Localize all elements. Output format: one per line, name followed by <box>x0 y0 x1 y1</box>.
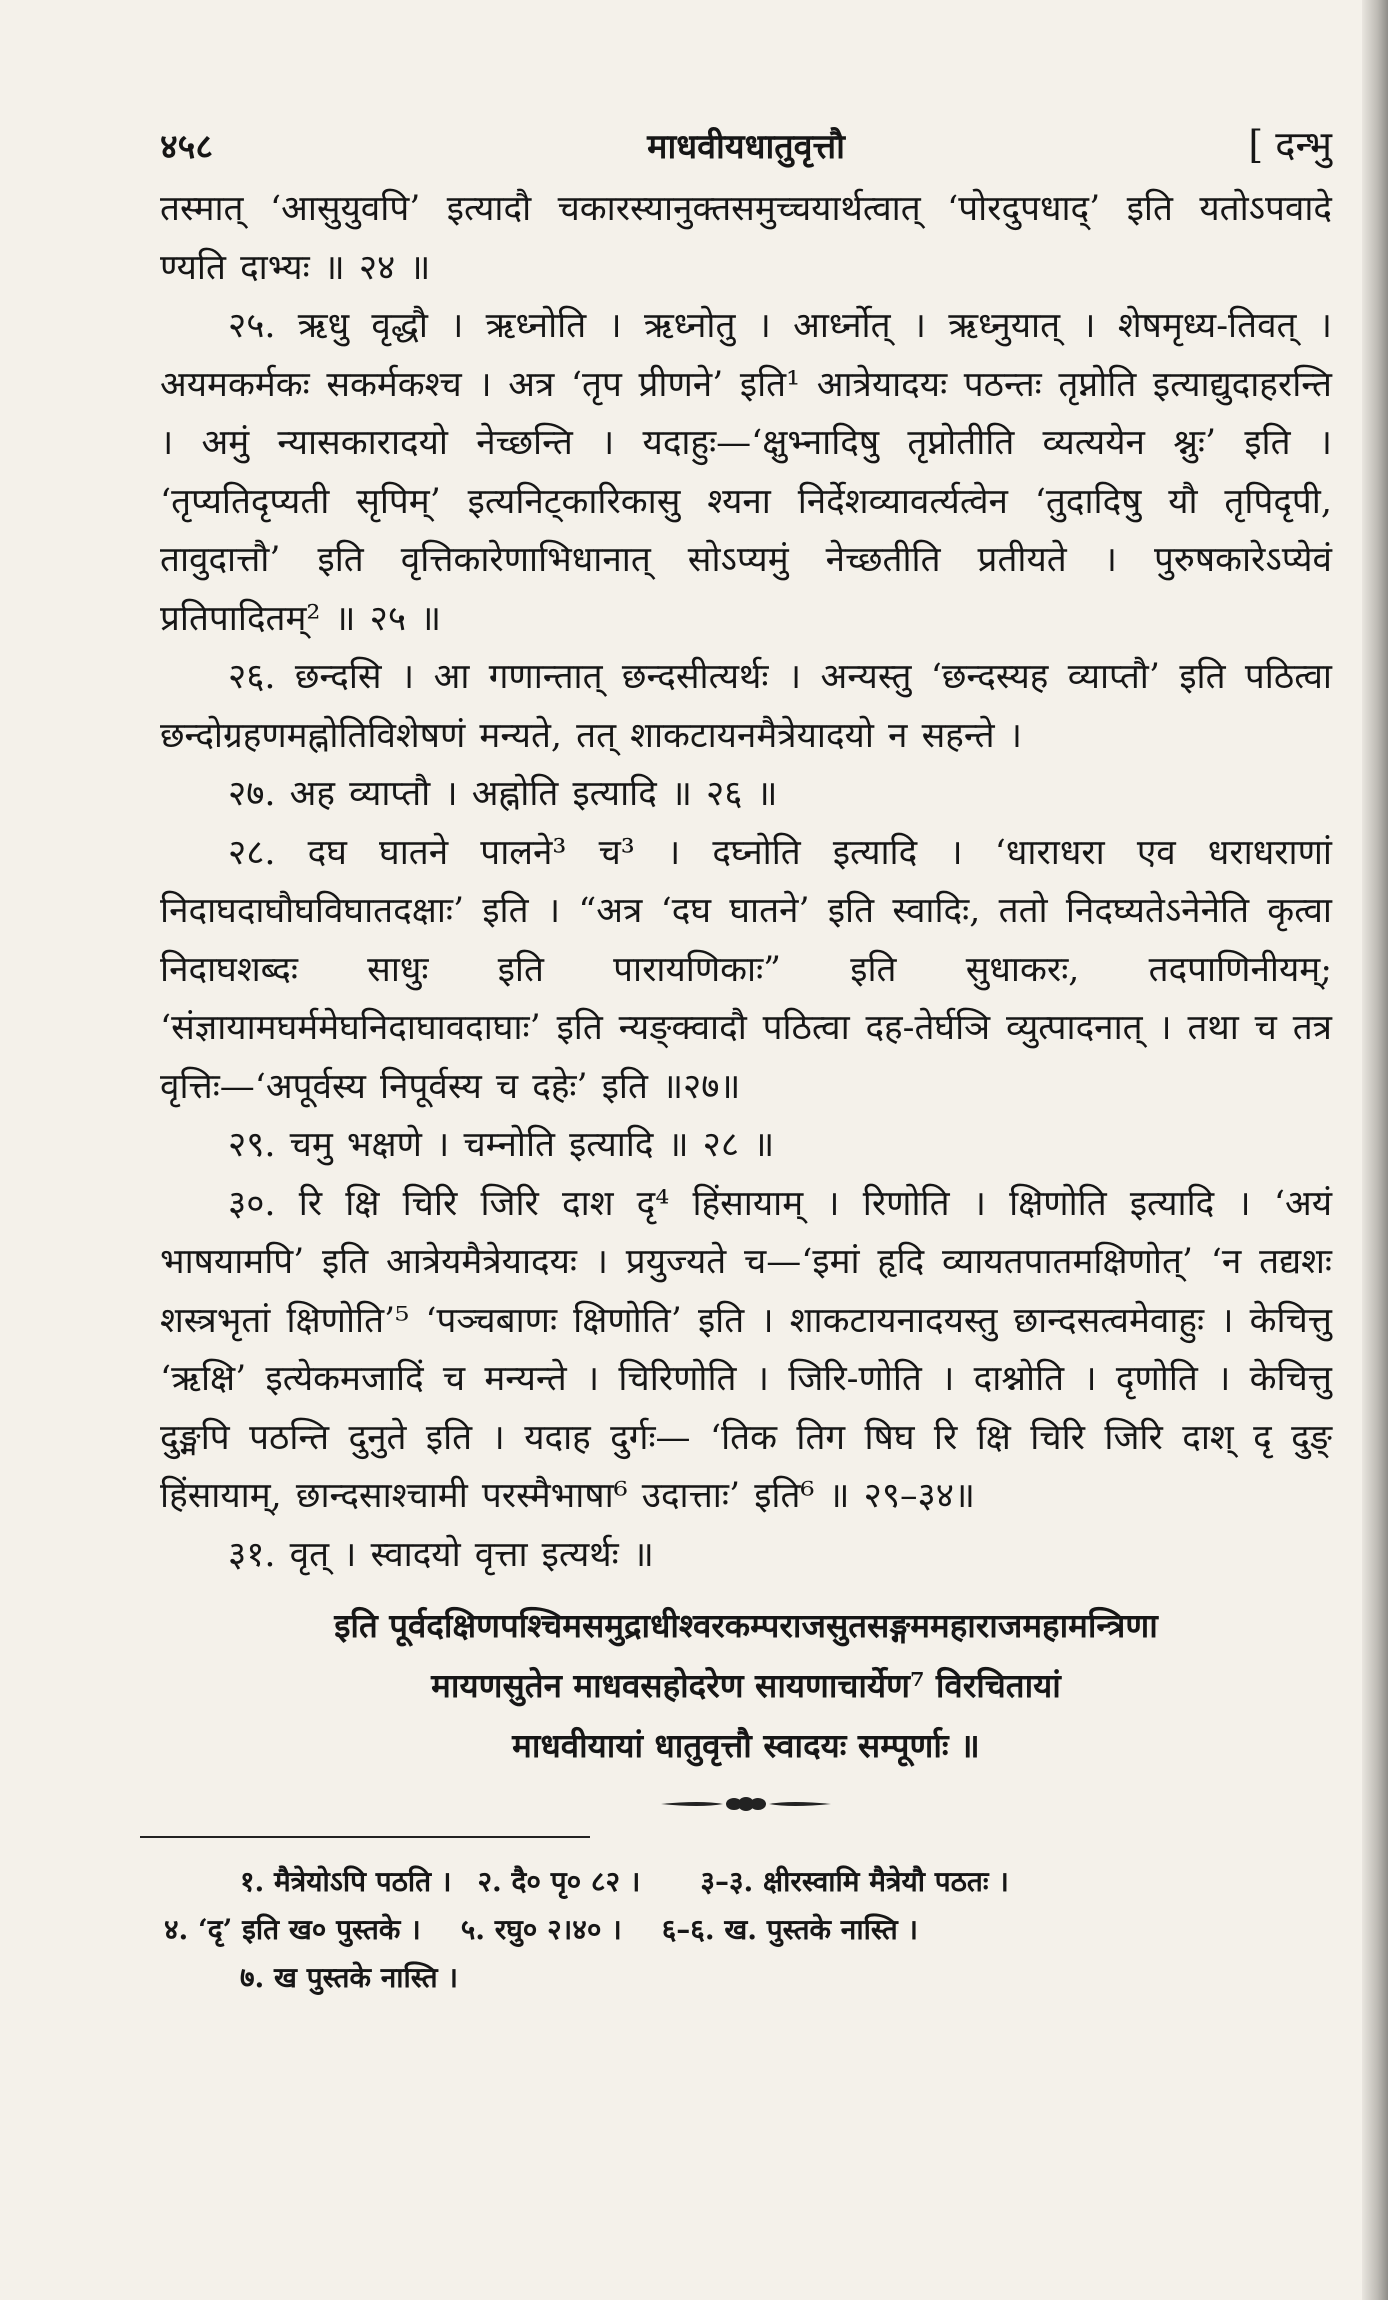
paragraph-27: २७. अह व्याप्तौ । अह्नोति इत्यादि ॥ २६ ॥ <box>228 774 778 814</box>
footnote-row <box>160 1906 1332 1954</box>
section-marker: [ दन्भु <box>1248 123 1332 167</box>
paragraph-26: २६. छन्दसि । आ गणान्तात् छन्दसीत्यर्थः । अन्यस्तु ‘छन्दस्यह व्याप्तौ’ इति पठित्वा छन्दोग्रहणमह्नोतिविशेषणं मन्यते, तत् शाकटायनमैत्रेयादयो न सहन्ते । <box>160 657 1332 756</box>
footnote-3: ३–३. क्षीरस्वामि मैत्रेयौ पठतः । <box>700 1865 1009 1898</box>
footnote-rule <box>140 1836 590 1838</box>
ornament-icon <box>661 1794 831 1814</box>
footnote-row <box>160 1858 1332 1906</box>
colophon-line: माधवीयायां धातुवृत्तौ स्वादयः सम्पूर्णाः ॥ <box>512 1726 980 1765</box>
book-page <box>160 110 1332 2002</box>
paragraph-30: ३०. रि क्षि चिरि जिरि दाश दृ⁴ हिंसायाम् । रिणोति । क्षिणोति इत्यादि । ‘अयं भाषयामपि’ इति आत्रेयमैत्रेयादयः । प्रयुज्यते च—‘इमां हृदि व्यायतपातमक्षिणोत्’ ‘न तद्यशः शस्त्रभृतां क्षिणोति’⁵ ‘पञ्चबाणः क्षिणोति’ इति । शाकटायनादयस्तु छान्दसत्वमेवाहुः । केचित्तु ‘ऋक्षि’ इत्येकमजादिं च मन्यन्ते । चिरिणोति । जिरि-णोति । दाश्नोति । दृणोति । केचित्तु दुङ्मपि पठन्ति दुनुते इति । यदाह दुर्गः— ‘तिक तिग षिघ रि क्षि चिरि जिरि दाश् दृ दुङ् हिंसायाम्, छान्दसाश्चामी परस्मैभाषा⁶ उदात्ताः’ इति⁶ ॥ २९–३४॥ <box>160 1183 1332 1516</box>
page-number: ४५८ <box>160 127 214 167</box>
running-header <box>160 110 1332 180</box>
colophon-line: इति पूर्वदक्षिणपश्चिमसमुद्राधीश्वरकम्पराजसुतसङ्गममहाराजमहामन्त्रिणा <box>334 1606 1158 1645</box>
footnote-4: ४. ‘दृ’ इति ख० पुस्तके । <box>164 1913 421 1946</box>
running-title: माधवीयधातुवृत्तौ <box>647 127 845 167</box>
paragraph-28: २८. दघ घातने पालने³ च³ । दघ्नोति इत्यादि । ‘धाराधरा एव धराधराणां निदाघदाघौघविघातदक्षाः’ इति । “अत्र ‘दघ घातने’ इति स्वादिः, ततो निदघ्यतेऽनेनेति कृत्वा निदाघशब्दः साधुः इति पारायणिकाः” इति सुधाकरः, तदपाणिनीयम्; ‘संज्ञायामघर्ममेघनिदाघावदाघाः’ इति न्यङ्क्वादौ पठित्वा दह-तेर्घञि व्युत्पादनात् । तथा च तत्र वृत्तिः—‘अपूर्वस्य निपूर्वस्य च दहेः’ इति ॥२७॥ <box>160 832 1332 1107</box>
paragraph-continuation: तस्मात् ‘आसुयुवपि’ इत्यादौ चकारस्यानुक्तसमुच्चयार्थत्वात् ‘पोरदुपधाद्’ इति यतोऽपवादे ण्यति दाभ्यः ॥ २४ ॥ <box>160 189 1332 288</box>
footnote-row <box>160 1954 1332 2002</box>
footnote-7: ७. ख पुस्तके नास्ति । <box>240 1961 458 1994</box>
ornament-divider <box>160 1794 1332 1814</box>
footnote-5: ५. रघु० २।४० । <box>460 1913 622 1946</box>
footnote-2: २. दै० पृ० ८२ । <box>477 1865 641 1898</box>
footnote-1: १. मैत्रेयोऽपि पठति । <box>240 1865 452 1898</box>
paragraph-29: २९. चमु भक्षणे । चम्नोति इत्यादि ॥ २८ ॥ <box>228 1125 775 1165</box>
paragraph-25: २५. ऋधु वृद्धौ । ऋध्नोति । ऋध्नोतु । आर्ध्नोत् । ऋध्नुयात् । शेषमृध्य-तिवत् । अयमकर्मकः सकर्मकश्च । अत्र ‘तृप प्रीणने’ इति¹ आत्रेयादयः पठन्तः तृप्नोति इत्याद्युदाहरन्ति । अमुं न्यासकारादयो नेच्छन्ति । यदाहुः—‘क्षुभ्नादिषु तृप्नोतीति व्यत्ययेन श्नुः’ इति । ‘तृप्यतिदृप्यती सृपिम्’ इत्यनिट्कारिकासु श्यना निर्देशव्यावर्त्यत्वेन ‘तुदादिषु यौ तृपिदृपी, तावुदात्तौ’ इति वृत्तिकारेणाभिधानात् सोऽप्यमुं नेच्छतीति प्रतीयते । पुरुषकारेऽप्येवं प्रतिपादितम्² ॥ २५ ॥ <box>160 306 1332 639</box>
colophon <box>160 1596 1332 1776</box>
footnote-6: ६–६. ख. पुस्तके नास्ति । <box>661 1913 919 1946</box>
paragraph-31: ३१. वृत् । स्वादयो वृत्ता इत्यर्थः ॥ <box>228 1534 654 1575</box>
footnotes <box>160 1858 1332 2002</box>
colophon-line: मायणसुतेन माधवसहोदरेण सायणाचार्येण⁷ विरचितायां <box>431 1666 1061 1705</box>
page-gutter-shadow <box>1362 0 1388 2300</box>
